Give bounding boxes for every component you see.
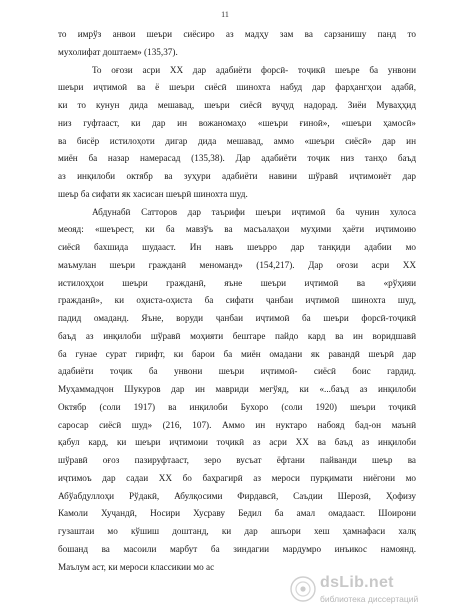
text-line: меояд: «шеърест, ки ба мавзўъ ва масъалаҳои муҳими ҳаёти иҷтимоию bbox=[58, 224, 416, 235]
text-line: Абўабдуллоҳи Рўдакӣ, Абулқосими Фирдавсӣ, Саъдии Шерозӣ, Ҳофизу bbox=[58, 490, 416, 501]
text-line: Абдунабӣ Сатторов дар таърифи шеъри иҷтимоӣ ба чунин хулоса bbox=[92, 206, 416, 217]
text-line: адабиёти тоҷик ба унвони шеъри иҷтимоӣ- сиёсӣ боис гардид. bbox=[58, 366, 416, 377]
body-text bbox=[58, 26, 416, 576]
text-line: шўравӣ оғоз пазируфтааст, зеро вусъат ёфтани пайванди шеър ва bbox=[58, 455, 416, 465]
text-line: шеъри иҷтимоӣ ва ё шеъри сиёсӣ шинохта набуд дар фарҳангҳои адабӣ, bbox=[58, 82, 416, 93]
watermark-subtitle: библиотека диссертаций bbox=[320, 594, 419, 604]
text-line: Маълум аст, ки мероси классикии мо ас bbox=[58, 561, 215, 572]
text-line: истилоҳҳои шеъри гражданӣ, яъне шеъри иҷтимоӣ ва «рўҳияи bbox=[58, 277, 416, 288]
text-line: иҷтимоъ дар садаи ХХ бо баҳрагирӣ аз мероси пурқимати ниёгони мо bbox=[58, 472, 416, 483]
dslib-logo-icon bbox=[290, 576, 316, 602]
paragraph bbox=[58, 204, 416, 577]
text-line: гузаштаи мо кўшиш доштанд, ки дар ашъори хеш ҳамнафаси халқ bbox=[58, 526, 416, 536]
text-line: қабул кард, ки шеъри иҷтимоии тоҷикӣ аз асри ХХ ва баъд аз инқилоби bbox=[58, 437, 416, 448]
paragraph bbox=[58, 26, 416, 62]
text-line: Камоли Хуҷандӣ, Носири Хусраву Бедил ба амал омадааст. Шоирони bbox=[58, 508, 416, 519]
text-line: шеър ба сифати як хасисан шеърӣ шинохта шуд. bbox=[58, 188, 248, 199]
text-line: ба гунае сурат гирифт, ки барои ба миён омадани як равандӣ шеърӣ дар bbox=[58, 348, 416, 359]
page-number: 11 bbox=[221, 10, 229, 19]
text-line: сиёсӣ бахшида шудааст. Ин навъ шеърро дар танқиди адабии мо bbox=[58, 242, 416, 252]
text-line: То оғози асри ХХ дар адабиёти форсӣ- тоҷикӣ шеъре ба унвони bbox=[92, 64, 416, 75]
text-line: баъд аз инқилоби шўравӣ моҳияти бештаре пайдо кард ва ин воридшавӣ bbox=[58, 330, 416, 341]
text-line: мухолифат доштаем» (135,37). bbox=[58, 46, 178, 57]
text-line: ки то кунун дида мешавад, шеъри сиёсӣ вуҷуд надорад. Зиёи Муваҳҳид bbox=[58, 100, 416, 110]
text-line: саросар сиёсӣ шуд» (216, 107). Аммо ин нуктаро набояд бад-он маънӣ bbox=[58, 419, 416, 430]
paragraph bbox=[58, 62, 416, 204]
text-line: Муҳаммадҷон Шукуров дар ин мавриди мегўяд, ки «...баъд аз инқилоби bbox=[58, 384, 416, 394]
text-line: гражданӣ», ки оҳиста-оҳиста ба сифати ҷанбаи иҷтимоӣ шинохта шуд, bbox=[58, 295, 416, 306]
text-line: бошанд ва масоили марбут ба зиндагии мардумро инъикос намоянд. bbox=[58, 543, 416, 554]
text-line: падид омаданд. Яъне, воруди ҷанбаи иҷтимоӣ ба шеъри форсӣ-тоҷикӣ bbox=[58, 313, 416, 323]
text-line: миён ба назар намерасад (135,38). Дар адабиёти тоҷик низ танҳо баъд bbox=[58, 153, 416, 164]
text-line: то имрўз анвои шеъри сиёсиро аз мадҳу зам ва сарзанишу панд то bbox=[58, 29, 416, 39]
text-line: маъмулан шеъри гражданӣ меноманд» (154,217). Дар оғози асри ХХ bbox=[58, 259, 416, 270]
text-line: низ гуфтааст, ки дар ин вожаномаҳо «шеъри ғиноӣ», «шеъри ҳамосӣ» bbox=[58, 117, 416, 128]
watermark bbox=[290, 574, 442, 608]
text-line: ва бисёр истилоҳоти дигар дида мешавад, аммо «шеъри сиёсӣ» дар ин bbox=[58, 135, 416, 146]
text-line: аз инқилоби октябр ва зуҳури адабиёти навини шўравӣ иҷтимоиёт дар bbox=[58, 171, 416, 181]
watermark-title: dsLib.net bbox=[320, 574, 394, 591]
text-line: Октябр (соли 1917) ва инқилоби Бухоро (соли 1920) шеъри тоҷикӣ bbox=[58, 401, 416, 412]
